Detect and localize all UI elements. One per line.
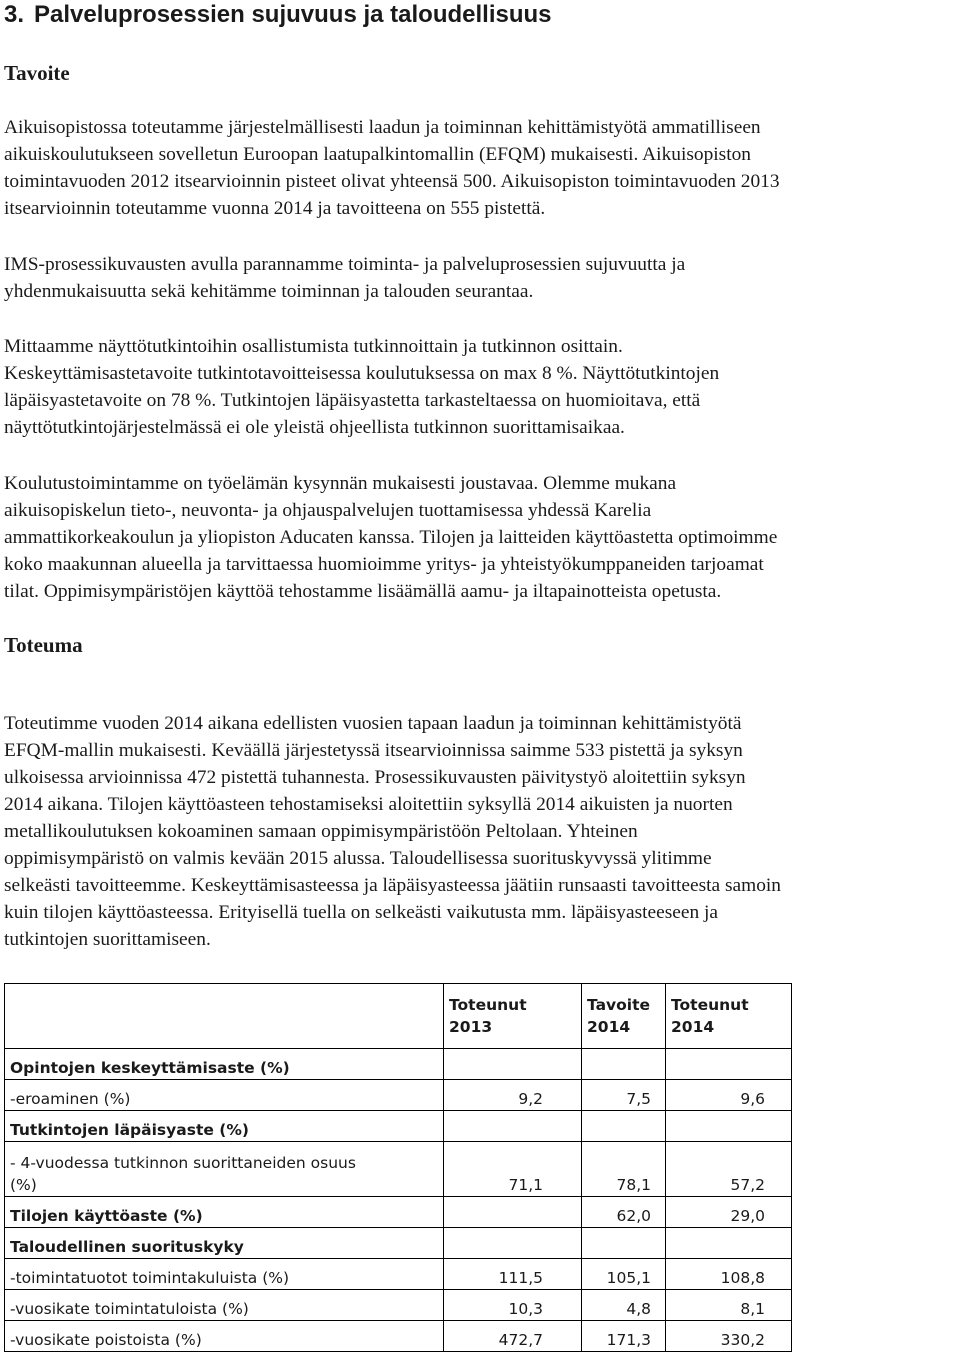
toteuma-paragraph [4,710,960,953]
table-header-cell [666,984,792,1049]
text-line: oppimisympäristö on valmis kevään 2015 alussa. Taloudellisessa suorituskyvyssä ylitimme [4,848,712,869]
table-row [5,1111,792,1142]
text-line: Keskeyttämisastetavoite tutkintotavoitteisessa koulutuksessa on max 8 %. Näyttötutkintojen [4,363,720,384]
table-row [5,1049,792,1080]
table-row [5,1197,792,1228]
table-row [5,1228,792,1259]
tavoite-heading: Tavoite [4,61,70,85]
text-line: Toteutimme vuoden 2014 aikana edellisten vuosien tapaan laadun ja toiminnan kehittämistyötä [4,713,742,734]
tavoite-paragraph-4 [4,470,960,605]
cell-value: 78,1 [582,1142,666,1197]
cell-value [666,1049,792,1080]
text-line: metallikoulutuksen kokoaminen samaan oppimisympäristöön Peltolaan. Yhteinen [4,821,638,842]
row-label-line: - 4-vuodessa tutkinnon suorittaneiden osuus [10,1154,356,1172]
text-line: Aikuisopistossa toteutamme järjestelmällisesti laadun ja toiminnan kehittämistyötä ammatilliseen [4,117,761,138]
tavoite-paragraph-3 [4,333,960,441]
header-text: Toteunut [671,996,749,1014]
text-line: näyttötutkintojärjestelmässä ei ole yleistä ohjeellista tutkinnon suorittamisaikaa. [4,417,625,438]
table-row [5,1290,792,1321]
header-text: 2014 [587,1018,631,1036]
indicator-table [4,983,792,1352]
header-text: Tavoite [587,996,651,1014]
row-label: Tutkintojen läpäisyaste (%) [5,1111,444,1142]
text-line: tutkintojen suorittamiseen. [4,929,211,950]
cell-value [582,1049,666,1080]
row-label-line: (%) [10,1176,37,1194]
cell-value: 62,0 [582,1197,666,1228]
table-header-cell [444,984,582,1049]
cell-value: 10,3 [444,1290,582,1321]
cell-value: 105,1 [582,1259,666,1290]
text-line: aikuiskoulutukseen sovelletun Euroopan laatupalkintomallin (EFQM) mukaisesti. Aikuisopiston [4,144,751,165]
text-line: itsearvioinnin toteutamme vuonna 2014 ja tavoitteena on 555 pistettä. [4,198,546,219]
cell-value: 472,7 [444,1321,582,1352]
table-header-cell [582,984,666,1049]
cell-value: 9,2 [444,1080,582,1111]
cell-value [444,1228,582,1259]
cell-value: 9,6 [666,1080,792,1111]
text-line: aikuisopiskelun tieto-, neuvonta- ja ohjauspalvelujen tuottamisessa yhdessä Karelia [4,500,652,521]
table-row [5,1142,792,1197]
header-text: 2013 [449,1018,493,1036]
cell-value: 29,0 [666,1197,792,1228]
text-line: tilat. Oppimisympäristöjen käyttöä tehostamme lisäämällä aamu- ja iltapainotteista opetusta. [4,581,722,602]
tavoite-paragraph-1 [4,114,960,222]
cell-value [444,1049,582,1080]
cell-value [444,1197,582,1228]
row-label [5,1142,444,1197]
text-line: koko maakunnan alueella ja tarvittaessa huomioimme yritys- ja yhteistyökumppaneiden tarjoamat [4,554,764,575]
table-header-empty [5,984,444,1049]
text-line: EFQM-mallin mukaisesti. Keväällä järjestetyssä itsearvioinnissa saimme 533 pistettä ja syksyn [4,740,743,761]
row-label: -vuosikate toimintatuloista (%) [5,1290,444,1321]
text-line: selkeästi tavoitteemme. Keskeyttämisasteessa ja läpäisyasteessa jäätiin runsaasti tavoitteesta samoin [4,875,781,896]
table-row [5,1259,792,1290]
cell-value [444,1111,582,1142]
row-label: Taloudellinen suorituskyky [5,1228,444,1259]
text-line: Koulutustoimintamme on työelämän kysynnän mukaisesti joustavaa. Olemme mukana [4,473,677,494]
cell-value: 171,3 [582,1321,666,1352]
text-line: toimintavuoden 2012 itsearvioinnin pisteet olivat yhteensä 500. Aikuisopiston toimintavuoden 2013 [4,171,780,192]
cell-value [666,1111,792,1142]
cell-value: 71,1 [444,1142,582,1197]
section-title: Palveluprosessien sujuvuus ja taloudellisuus [34,1,552,28]
row-label: Opintojen keskeyttämisaste (%) [5,1049,444,1080]
cell-value [666,1228,792,1259]
cell-value: 57,2 [666,1142,792,1197]
table-row [5,1321,792,1352]
cell-value: 330,2 [666,1321,792,1352]
cell-value [582,1111,666,1142]
row-label: -vuosikate poistoista (%) [5,1321,444,1352]
section-heading [4,0,552,30]
toteuma-heading: Toteuma [4,633,83,657]
text-line: ammattikorkeakoulun ja yliopiston Aducaten kanssa. Tilojen ja laitteiden käyttöastetta optimoimme [4,527,778,548]
row-label: -eroaminen (%) [5,1080,444,1111]
cell-value: 111,5 [444,1259,582,1290]
text-line: Mittaamme näyttötutkintoihin osallistumista tutkinnoittain ja tutkinnon osittain. [4,336,623,357]
table-header-row [5,984,792,1049]
cell-value: 108,8 [666,1259,792,1290]
text-line: kuin tilojen käyttöasteessa. Erityisellä tuella on selkeästi vaikutusta mm. läpäisyasteeseen ja [4,902,719,923]
section-number: 3. [4,1,25,28]
header-text: 2014 [671,1018,715,1036]
cell-value: 8,1 [666,1290,792,1321]
row-label: -toimintatuotot toimintakuluista (%) [5,1259,444,1290]
cell-value: 7,5 [582,1080,666,1111]
text-line: 2014 aikana. Tilojen käyttöasteen tehostamiseksi aloitettiin syksyllä 2014 aikuisten ja nuorten [4,794,733,815]
tavoite-paragraph-2 [4,251,960,305]
text-line: läpäisyastetavoite on 78 %. Tutkintojen läpäisyastetta tarkasteltaessa on huomioitava, että [4,390,701,411]
row-label: Tilojen käyttöaste (%) [5,1197,444,1228]
table-row [5,1080,792,1111]
header-text: Toteunut [449,996,527,1014]
text-line: ulkoisessa arvioinnissa 472 pistettä tuhannesta. Prosessikuvausten päivitystyö aloitettiin syksyn [4,767,746,788]
text-line: IMS-prosessikuvausten avulla parannamme toiminta- ja palveluprosessien sujuvuutta ja [4,254,686,275]
cell-value [582,1228,666,1259]
cell-value: 4,8 [582,1290,666,1321]
text-line: yhdenmukaisuutta sekä kehitämme toiminnan ja talouden seurantaa. [4,281,534,302]
